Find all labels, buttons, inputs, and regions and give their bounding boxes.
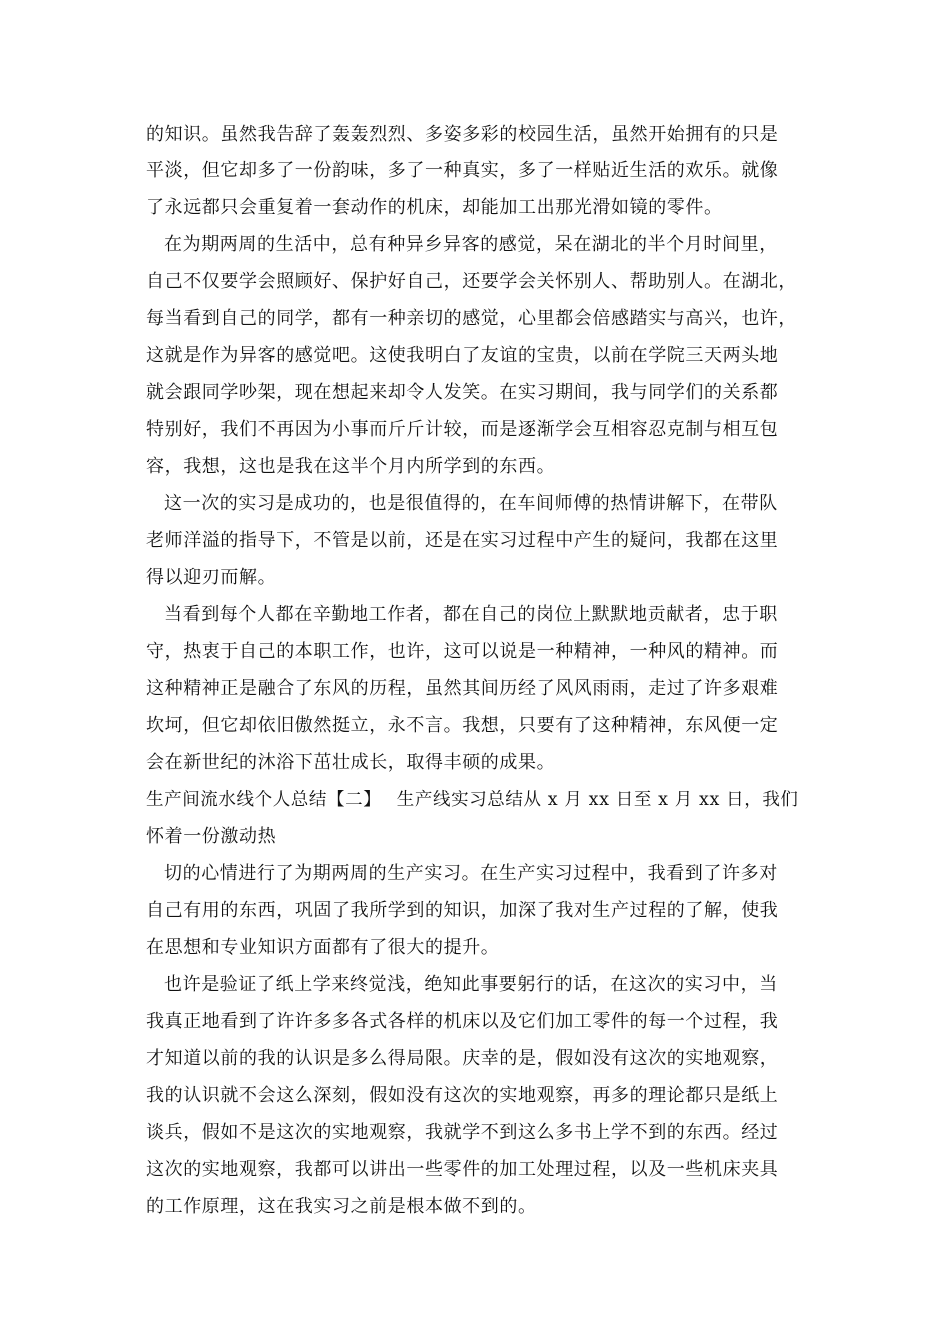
text-line: 会在新世纪的沐浴下茁壮成长，取得丰硕的成果。 [146,752,556,773]
text-line: 这次的实地观察，我都可以讲出一些零件的加工处理过程，以及一些机床夹具 [146,1159,779,1180]
section-heading-line: 生产间流水线个人总结【二】 生产线实习总结从 x 月 xx 日至 x 月 xx 日，我们 [146,790,799,810]
paragraph-first-line: 也许是验证了纸上学来终觉浅，绝知此事要躬行的话，在这次的实习中，当 [164,974,778,995]
text-line: 我的认识就不会这么深刻，假如没有这次的实地观察，再多的理论都只是纸上 [146,1085,779,1106]
paragraph-first-line: 切的心情进行了为期两周的生产实习。在生产实习过程中，我看到了许多对 [164,863,778,884]
text-line: 得以迎刃而解。 [146,567,277,588]
text-line: 我真正地看到了许许多多各式各样的机床以及它们加工零件的每一个过程，我 [146,1011,779,1032]
text-line: 平淡，但它却多了一份韵味，多了一种真实，多了一样贴近生活的欢乐。就像 [146,160,779,181]
text-line: 坎坷，但它却依旧傲然挺立，永不言。我想，只要有了这种精神，东风便一定 [146,715,779,736]
text-line: 了永远都只会重复着一套动作的机床，却能加工出那光滑如镜的零件。 [146,197,723,218]
text-line: 每当看到自己的同学，都有一种亲切的感觉，心里都会倍感踏实与高兴，也许， [146,308,797,329]
paragraph-first-line: 在为期两周的生活中，总有种异乡异客的感觉，呆在湖北的半个月时间里， [164,234,778,255]
text-line: 这种精神正是融合了东风的历程，虽然其间历经了风风雨雨，走过了许多艰难 [146,678,779,699]
paragraph-first-line: 这一次的实习是成功的，也是很值得的，在车间师傅的热情讲解下，在带队 [164,493,778,514]
text-line: 怀着一份激动热 [146,826,277,847]
text-line: 才知道以前的我的认识是多么得局限。庆幸的是，假如没有这次的实地观察， [146,1048,779,1069]
text-line: 自己不仅要学会照顾好、保护好自己，还要学会关怀别人、帮助别人。在湖北， [146,271,797,292]
text-line: 在思想和专业知识方面都有了很大的提升。 [146,937,500,958]
text-line: 守，热衷于自己的本职工作，也许，这可以说是一种精神，一种风的精神。而 [146,641,779,662]
text-line: 容，我想，这也是我在这半个月内所学到的东西。 [146,456,556,477]
text-line: 就会跟同学吵架，现在想起来却令人发笑。在实习期间，我与同学们的关系都 [146,382,779,403]
text-line: 老师洋溢的指导下，不管是以前，还是在实习过程中产生的疑问，我都在这里 [146,530,779,551]
text-line: 的工作原理，这在我实习之前是根本做不到的。 [146,1196,537,1217]
text-line: 自己有用的东西，巩固了我所学到的知识，加深了我对生产过程的了解，使我 [146,900,779,921]
text-line: 这就是作为异客的感觉吧。这使我明白了友谊的宝贵，以前在学院三天两头地 [146,345,779,366]
text-line: 谈兵，假如不是这次的实地观察，我就学不到这么多书上学不到的东西。经过 [146,1122,779,1143]
text-line: 的知识。虽然我告辞了轰轰烈烈、多姿多彩的校园生活，虽然开始拥有的只是 [146,124,779,145]
text-line: 特别好，我们不再因为小事而斤斤计较，而是逐渐学会互相容忍克制与相互包 [146,419,779,440]
paragraph-first-line: 当看到每个人都在辛勤地工作者，都在自己的岗位上默默地贡献者，忠于职 [164,604,778,625]
